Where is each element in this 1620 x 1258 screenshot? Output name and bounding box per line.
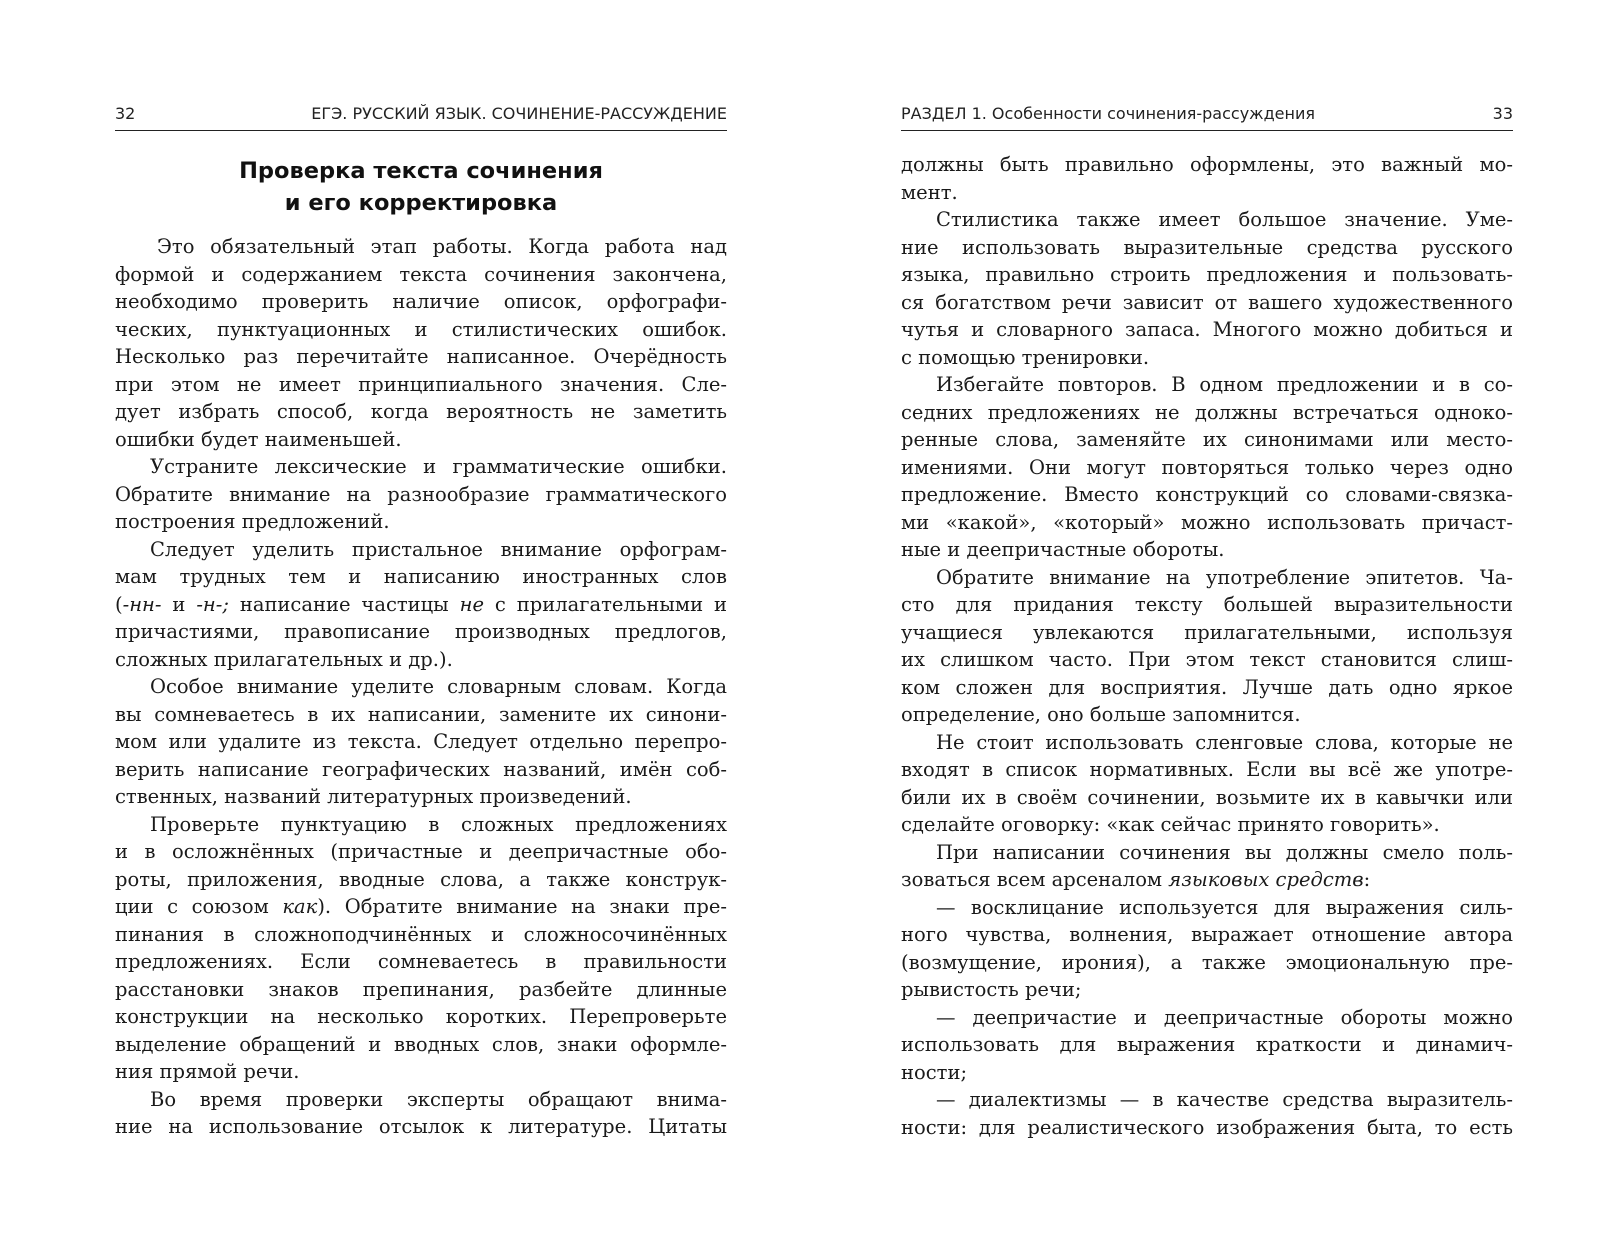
text-line: Обратите внимание на разнообразие грамматического xyxy=(115,482,727,506)
text-line: Избегайте повторов. В одном предложении и в со- xyxy=(936,373,1513,396)
text-line: входят в список нормативных. Если вы всё же употре- xyxy=(901,758,1513,781)
text-fragment-italic: как xyxy=(282,895,318,918)
text-line: формой и содержанием текста сочинения закончена, xyxy=(115,262,727,286)
text-line: предложение. Вместо конструкций со словами-связка- xyxy=(901,483,1513,506)
left-page-number: 32 xyxy=(115,104,136,123)
text-line: определение, оно больше запомнится. xyxy=(901,703,1301,726)
text-line: — диалектизмы — в качестве средства выразитель- xyxy=(936,1088,1513,1111)
text-line: Стилистика также имеет большое значение. Уме- xyxy=(936,208,1513,231)
text-line: пинания в сложноподчинённых и сложносочинённых xyxy=(115,922,727,946)
text-line: чутья и словарного запаса. Многого можно добиться и xyxy=(901,318,1513,341)
left-running-head xyxy=(115,100,727,131)
text-line: использовать для выражения краткости и динамич- xyxy=(901,1033,1513,1056)
text-line: Несколько раз перечитайте написанное. Очерёдность xyxy=(115,345,727,368)
text-line-mixed xyxy=(901,866,1513,894)
text-line: ми «какой», «который» можно использовать причаст- xyxy=(901,510,1513,534)
text-line: построения предложений. xyxy=(115,510,390,533)
text-line: седних предложениях не должны встречаться однoко- xyxy=(901,400,1513,424)
text-line: Во время проверки эксперты обращают внима- xyxy=(150,1087,727,1111)
text-line-mixed xyxy=(115,591,727,619)
text-line: Проверьте пунктуацию в сложных предложениях xyxy=(150,812,727,836)
text-line: Это обязательный этап работы. Когда работа над xyxy=(157,235,727,258)
text-line: ческих, пунктуационных и стилистических ошибок. xyxy=(115,317,727,341)
text-line: — деепричастие и деепричастные обороты можно xyxy=(936,1005,1513,1029)
text-line: Следует уделить пристальное внимание орфограм- xyxy=(150,537,727,561)
text-line: ся богатством речи зависит от вашего художественного xyxy=(901,290,1513,314)
text-line: ности: для реалистического изображения быта, то есть xyxy=(901,1115,1513,1139)
text-line: мом или удалите из текста. Следует отдельно перепро- xyxy=(115,730,727,753)
left-body-text xyxy=(115,233,727,1141)
text-line: выделение обращений и вводных слов, знаки оформле- xyxy=(115,1032,727,1056)
section-title-line-1: Проверка текста сочинения xyxy=(239,158,603,184)
text-line: вы сомневаетесь в их написании, замените их синони- xyxy=(115,702,727,726)
text-line: языка, правильно строить предложения и пользовать- xyxy=(901,263,1513,286)
text-fragment: написание частицы xyxy=(228,592,460,616)
text-line: Особое внимание уделите словарным словам. Когда xyxy=(150,675,727,698)
section-title xyxy=(115,155,727,219)
text-line: били их в своём сочинении, возьмите их в кавычки или xyxy=(901,785,1513,809)
text-line: ренные слова, заменяйте их синонимами или место- xyxy=(901,428,1513,451)
text-line: роты, приложения, вводные слова, а также конструк- xyxy=(115,867,727,891)
text-line: Не стоит использовать сленговые слова, которые не xyxy=(936,730,1513,754)
text-line: сделайте оговорку: «как сейчас принято говорить». xyxy=(901,813,1440,836)
text-line: рывистость речи; xyxy=(901,978,1082,1001)
text-fragment: и xyxy=(161,592,197,616)
text-line: имениями. Они могут повторяться только через одно xyxy=(901,455,1513,479)
text-line: их слишком часто. При этом текст становится слиш- xyxy=(901,648,1513,671)
text-fragment-italic: -н-; xyxy=(196,592,229,616)
text-line: ком сложен для восприятия. Лучше дать одно яркое xyxy=(901,675,1513,699)
text-line: Обратите внимание на употребление эпитетов. Ча- xyxy=(936,565,1513,589)
right-running-head xyxy=(901,100,1513,131)
text-fragment: ). Обратите внимание на знаки пре- xyxy=(317,895,727,918)
text-line: При написании сочинения вы должны смело поль- xyxy=(936,840,1513,864)
text-line-mixed xyxy=(115,893,727,921)
text-line: причастиями, правописание производных предлогов, xyxy=(115,620,727,643)
text-line: и в осложнённых (причастные и деепричастные обо- xyxy=(115,840,727,863)
text-line: ния прямой речи. xyxy=(115,1060,300,1083)
text-line: ные и деепричастные обороты. xyxy=(901,538,1225,561)
text-fragment-italic: языковых средств xyxy=(1168,868,1364,891)
text-line: ного чувства, волнения, выражает отношение автора xyxy=(901,923,1513,946)
text-line: ности; xyxy=(901,1060,968,1084)
text-fragment: с прилагательными и xyxy=(484,592,728,616)
text-line: — восклицание используется для выражения силь- xyxy=(936,895,1513,919)
text-line: необходимо проверить наличие описок, орфографи- xyxy=(115,290,727,313)
text-line: сто для придания тексту большей выразительности xyxy=(901,593,1513,616)
text-fragment: : xyxy=(1363,868,1371,891)
text-line: учащиеся увлекаются прилагательными, используя xyxy=(901,620,1513,644)
text-line: Устраните лексические и грамматические ошибки. xyxy=(150,455,727,478)
text-line: предложениях. Если сомневаетесь в правильности xyxy=(115,950,727,973)
text-line: при этом не имеет принципиального значения. Сле- xyxy=(115,372,727,396)
text-line: (возмущение, ирония), а также эмоциональную пре- xyxy=(901,950,1513,974)
text-line: должны быть правильно оформлены, это важный мо- xyxy=(901,153,1513,176)
left-running-head-title: ЕГЭ. РУССКИЙ ЯЗЫК. СОЧИНЕНИЕ-РАССУЖДЕНИЕ xyxy=(311,104,727,123)
text-line: ние использовать выразительные средства русского xyxy=(901,235,1513,259)
text-line: мам трудных тем и написанию иностранных слов xyxy=(115,565,727,588)
right-page-number: 33 xyxy=(1492,104,1513,123)
text-fragment: ( xyxy=(115,592,123,616)
text-line: ственных, названий литературных произведений. xyxy=(115,785,632,808)
right-body-text xyxy=(901,151,1513,1141)
text-line: сложных прилагательных и др.). xyxy=(115,647,453,671)
text-line: мент. xyxy=(901,180,958,204)
text-line: ние на использование отсылок к литературе. Цитаты xyxy=(115,1115,727,1138)
right-running-head-title: РАЗДЕЛ 1. Особенности сочинения-рассуждения xyxy=(901,104,1315,123)
text-line: конструкции на несколько коротких. Перепроверьте xyxy=(115,1005,727,1028)
text-line: дует избрать способ, когда вероятность не заметить xyxy=(115,400,727,423)
text-line: расстановки знаков препинания, разбейте длинные xyxy=(115,977,727,1001)
text-line: с помощью тренировки. xyxy=(901,345,1150,369)
section-title-line-2: и его корректировка xyxy=(284,190,558,216)
text-line: верить написание географических названий, имён соб- xyxy=(115,757,727,781)
text-line: ошибки будет наименьшей. xyxy=(115,427,402,451)
text-fragment: зоваться всем арсеналом xyxy=(901,868,1169,891)
text-fragment: ции с союзом xyxy=(115,895,283,918)
text-fragment-italic: -нн- xyxy=(122,592,162,616)
text-fragment-italic: не xyxy=(459,592,485,616)
